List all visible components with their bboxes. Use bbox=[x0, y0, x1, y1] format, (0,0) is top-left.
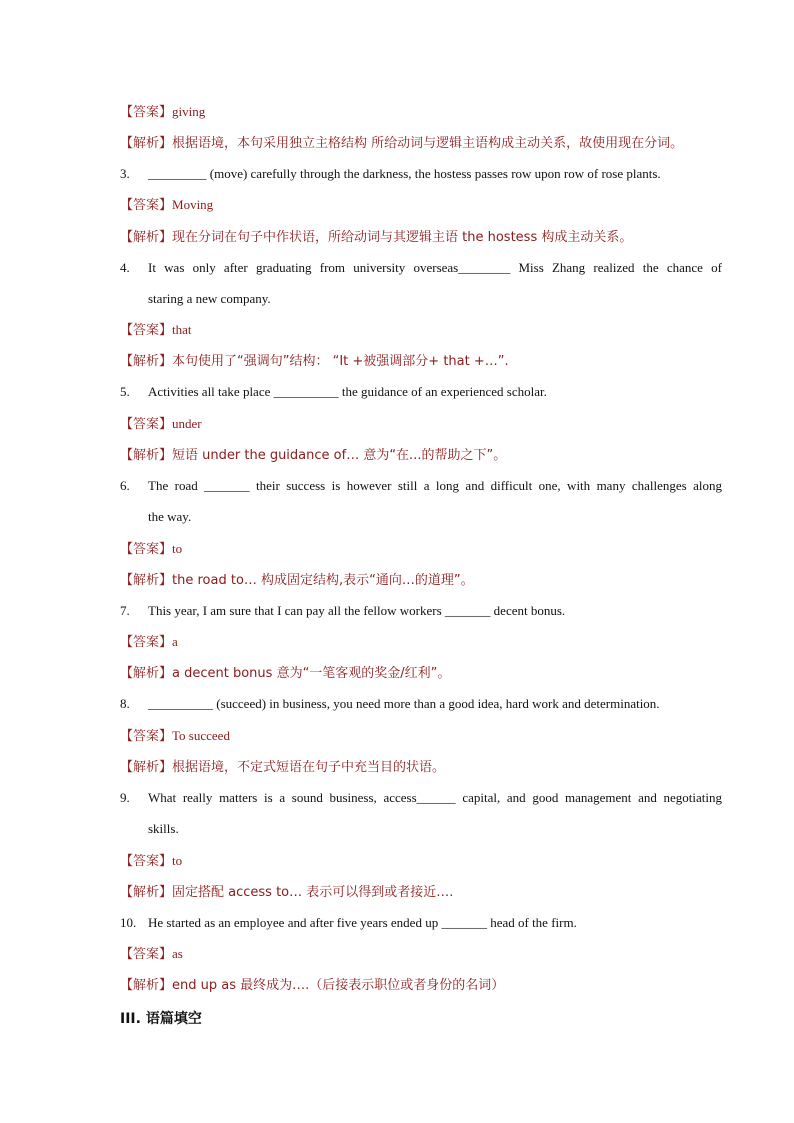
question-number: 4. bbox=[120, 260, 130, 275]
analysis-line bbox=[120, 571, 474, 590]
answer-text: giving bbox=[172, 104, 206, 119]
question-continuation: the way. bbox=[148, 509, 192, 524]
question-number: 9. bbox=[120, 790, 130, 805]
answer-line bbox=[120, 633, 178, 652]
answer-label: 【答案】 bbox=[120, 542, 173, 557]
analysis-text: 固定搭配 access to… 表示可以得到或者接近…. bbox=[172, 885, 454, 900]
answer-text: that bbox=[172, 322, 192, 337]
analysis-text: 根据语境，不定式短语在句子中充当目的状语。 bbox=[172, 760, 446, 775]
answer-line bbox=[120, 540, 182, 559]
question-text: The road _______ their success is however still a long and difficult one, with many challenges along bbox=[148, 478, 722, 493]
analysis-line bbox=[120, 758, 445, 777]
question-number: 6. bbox=[120, 478, 130, 493]
analysis-line bbox=[120, 352, 509, 371]
question-text: What really matters is a sound business, access______ capital, and good management and negotiating bbox=[148, 790, 722, 805]
question-number: 10. bbox=[120, 915, 137, 930]
analysis-label: 【解析】 bbox=[120, 978, 173, 993]
answer-line bbox=[120, 321, 192, 340]
analysis-label: 【解析】 bbox=[120, 760, 173, 775]
question-continuation: skills. bbox=[148, 821, 179, 836]
answer-label: 【答案】 bbox=[120, 198, 173, 213]
analysis-line bbox=[120, 134, 683, 153]
analysis-label: 【解析】 bbox=[120, 136, 173, 151]
answer-line bbox=[120, 415, 202, 434]
analysis-label: 【解析】 bbox=[120, 666, 173, 681]
question-text: Activities all take place __________ the guidance of an experienced scholar. bbox=[148, 384, 547, 399]
analysis-text: end up as 最终成为….（后接表示职位或者身份的名词） bbox=[172, 978, 505, 993]
answer-label: 【答案】 bbox=[120, 729, 173, 744]
question-number: 8. bbox=[120, 696, 130, 711]
question-number: 7. bbox=[120, 603, 130, 618]
answer-line bbox=[120, 196, 213, 215]
answer-text: to bbox=[172, 853, 183, 868]
analysis-text: 根据语境，本句采用独立主格结构 所给动词与逻辑主语构成主动关系，故使用现在分词。 bbox=[172, 136, 684, 151]
answer-label: 【答案】 bbox=[120, 635, 173, 650]
answer-line bbox=[120, 852, 182, 871]
question-text: This year, I am sure that I can pay all the fellow workers _______ decent bonus. bbox=[148, 603, 566, 618]
analysis-line bbox=[120, 446, 506, 465]
question-text: __________ (succeed) in business, you need more than a good idea, hard work and determination. bbox=[148, 696, 660, 711]
answer-label: 【答案】 bbox=[120, 105, 173, 120]
question-text: It was only after graduating from university overseas________ Miss Zhang realized the chance of bbox=[148, 260, 722, 275]
analysis-label: 【解析】 bbox=[120, 230, 173, 245]
question-text: _________ (move) carefully through the darkness, the hostess passes row upon row of rose plants. bbox=[148, 166, 661, 181]
analysis-label: 【解析】 bbox=[120, 885, 173, 900]
answer-label: 【答案】 bbox=[120, 854, 173, 869]
answer-text: a bbox=[172, 634, 178, 649]
question-text: He started as an employee and after five years ended up _______ head of the firm. bbox=[148, 915, 577, 930]
answer-label: 【答案】 bbox=[120, 323, 173, 338]
section-heading: III. 语篇填空 bbox=[120, 1011, 202, 1027]
analysis-label: 【解析】 bbox=[120, 573, 173, 588]
answer-label: 【答案】 bbox=[120, 417, 173, 432]
analysis-text: the road to… 构成固定结构,表示“通向…的道理”。 bbox=[172, 573, 474, 588]
analysis-text: 短语 under the guidance of… 意为“在...的帮助之下”。 bbox=[172, 448, 507, 463]
answer-text: under bbox=[172, 416, 202, 431]
analysis-line bbox=[120, 883, 453, 902]
answer-label: 【答案】 bbox=[120, 947, 173, 962]
answer-text: To succeed bbox=[172, 728, 230, 743]
analysis-text: a decent bonus 意为“一笔客观的奖金/红利”。 bbox=[172, 666, 451, 681]
question-number: 5. bbox=[120, 384, 130, 399]
answer-text: as bbox=[172, 946, 183, 961]
analysis-text: 本句使用了“强调句”结构： “It +被强调部分+ that +…”. bbox=[172, 354, 509, 369]
question-continuation: staring a new company. bbox=[148, 291, 271, 306]
analysis-line bbox=[120, 664, 450, 683]
question-number: 3. bbox=[120, 166, 130, 181]
answer-line bbox=[120, 727, 230, 746]
answer-text: to bbox=[172, 541, 183, 556]
analysis-label: 【解析】 bbox=[120, 354, 173, 369]
analysis-line bbox=[120, 976, 504, 995]
answer-line bbox=[120, 945, 183, 964]
analysis-line bbox=[120, 228, 632, 247]
analysis-text: 现在分词在句子中作状语，所给动词与其逻辑主语 the hostess 构成主动关系。 bbox=[172, 230, 633, 245]
answer-line bbox=[120, 103, 205, 122]
analysis-label: 【解析】 bbox=[120, 448, 173, 463]
answer-text: Moving bbox=[172, 197, 214, 212]
